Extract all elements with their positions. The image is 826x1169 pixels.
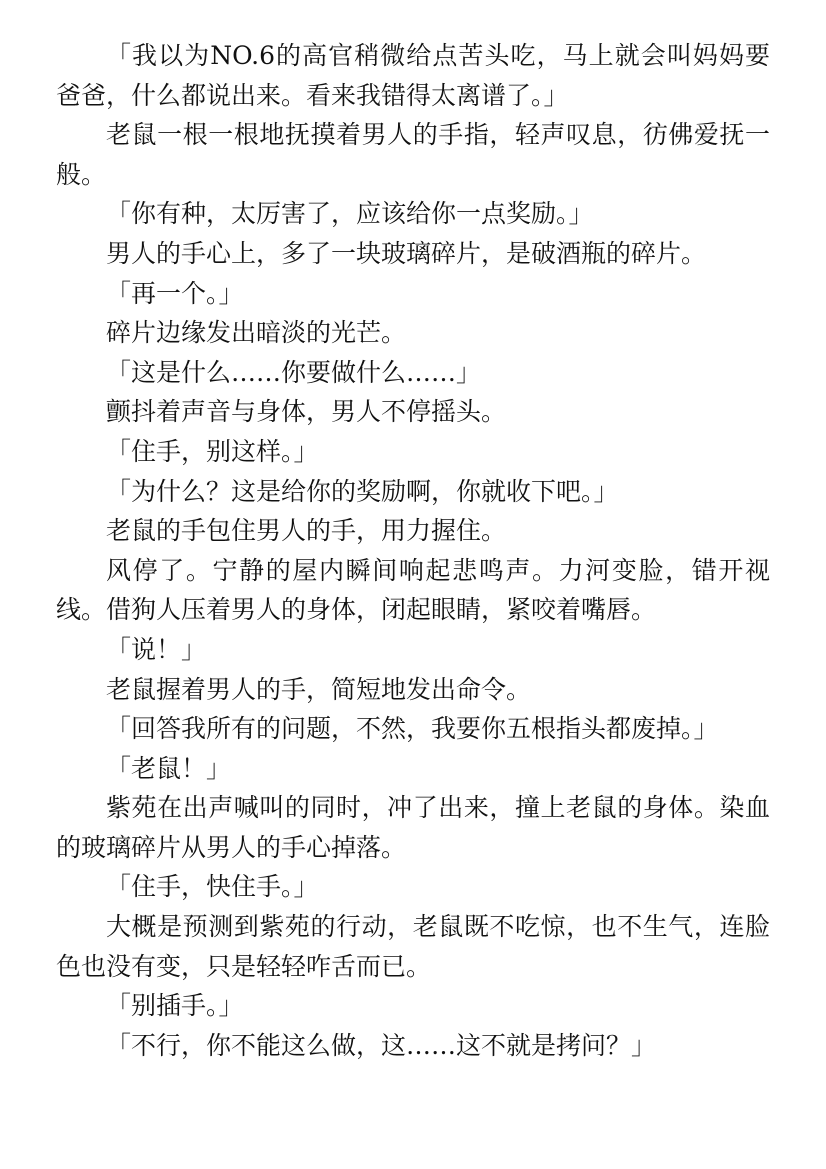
paragraph: 「你有种，太厉害了，应该给你一点奖励。」	[106, 199, 594, 229]
paragraph: 颤抖着声音与身体，男人不停摇头。	[106, 397, 507, 427]
paragraph: 老鼠一根一根地抚摸着男人的手指，轻声叹息，彷佛爱抚一般。	[56, 120, 770, 189]
paragraph: 「这是什么……你要做什么……」	[106, 357, 482, 387]
paragraph: 紫苑在出声喊叫的同时，冲了出来，撞上老鼠的身体。染血的玻璃碎片从男人的手心掉落。	[56, 793, 770, 862]
paragraph: 碎片边缘发出暗淡的光芒。	[106, 318, 407, 348]
paragraph: 「回答我所有的问题，不然，我要你五根指头都废掉。」	[106, 714, 719, 744]
paragraph: 「不行，你不能这么做，这……这不就是拷问？」	[106, 1030, 657, 1060]
paragraph: 风停了。宁静的屋内瞬间响起悲鸣声。力河变脸，错开视线。借狗人压着男人的身体，闭起眼睛，紧咬着嘴唇。	[56, 555, 770, 625]
paragraph: 「我以为NO.6的高官稍微给点苦头吃，马上就会叫妈妈要爸爸，什么都说出来。看来我错得太离谱了。」	[56, 41, 770, 110]
paragraph: 「老鼠！」	[106, 753, 232, 783]
paragraph: 老鼠的手包住男人的手，用力握住。	[106, 516, 507, 546]
paragraph: 「住手，别这样。」	[106, 436, 319, 466]
paragraph: 老鼠握着男人的手，简短地发出命令。	[106, 674, 532, 704]
paragraph: 「再一个。」	[106, 278, 244, 308]
text-body	[56, 36, 770, 1065]
paragraph: 「为什么？这是给你的奖励啊，你就收下吧。」	[106, 476, 619, 506]
paragraph: 「说！」	[106, 634, 207, 664]
paragraph: 「住手，快住手。」	[106, 872, 319, 902]
paragraph: 「别插手。」	[106, 991, 244, 1021]
paragraph: 大概是预测到紫苑的行动，老鼠既不吃惊，也不生气，连脸色也没有变，只是轻轻咋舌而已。	[56, 912, 770, 981]
paragraph: 男人的手心上，多了一块玻璃碎片，是破酒瓶的碎片。	[106, 238, 707, 268]
